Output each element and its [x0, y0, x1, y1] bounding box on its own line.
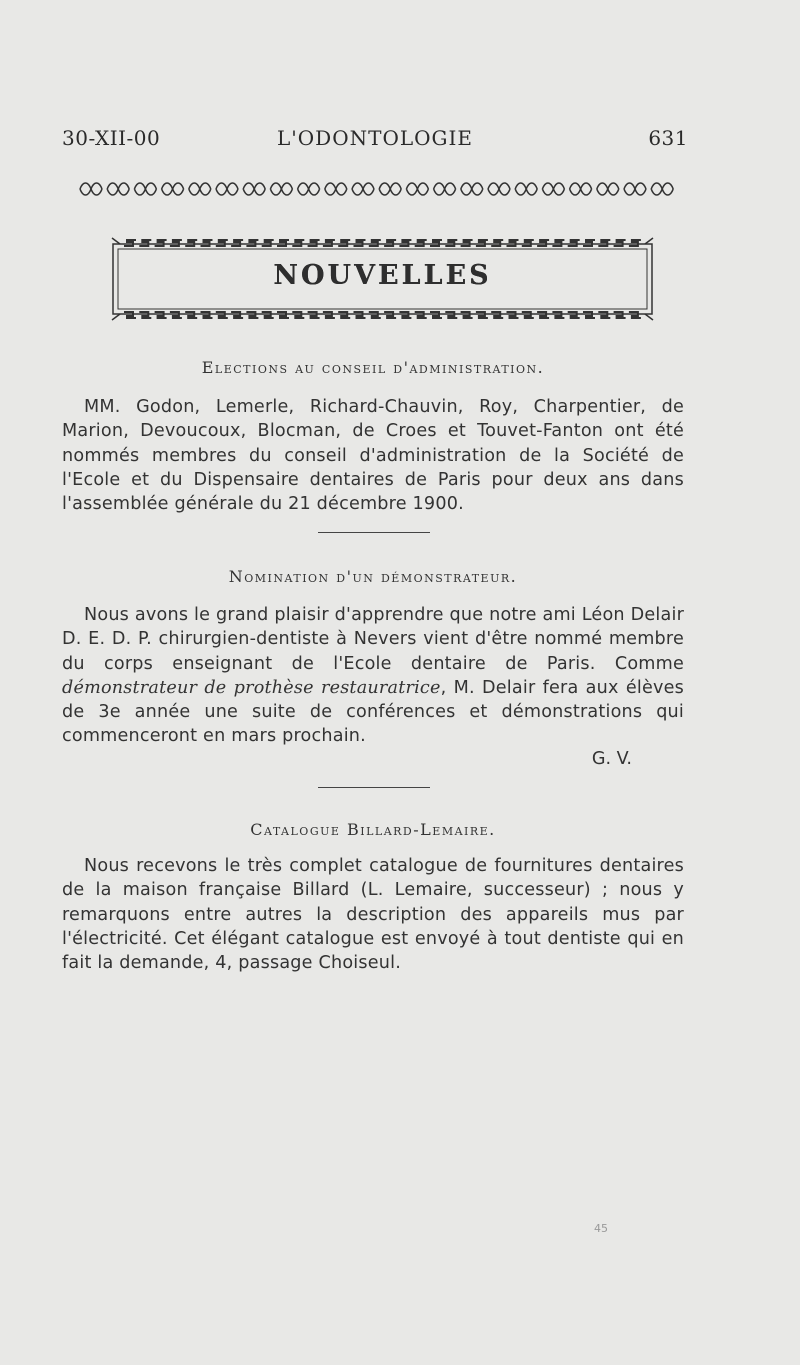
section-paragraph-elections	[62, 395, 684, 516]
section-paragraph-nomination	[62, 603, 684, 749]
key-segment	[537, 312, 549, 318]
page-number: 631	[648, 126, 688, 150]
key-segment	[568, 312, 580, 318]
running-head	[62, 126, 688, 156]
ornament-link	[515, 183, 537, 195]
ornament-link	[624, 183, 646, 195]
key-segment	[308, 312, 320, 318]
key-segment	[170, 312, 182, 318]
ornament-link	[270, 183, 292, 195]
key-segment	[415, 240, 427, 246]
key-segment	[139, 240, 151, 246]
key-segment	[277, 240, 289, 246]
italic-title: démonstrateur de prothèse restauratrice	[62, 677, 441, 698]
divider-rule	[318, 787, 430, 788]
key-segment	[231, 312, 243, 318]
ornament-link	[461, 183, 483, 195]
key-segment	[216, 240, 228, 246]
paragraph-text: , M. Delair fera aux élèves de 3e année une suite de conférences et démonstrations qui commenceront en mars prochain.	[62, 677, 684, 747]
key-segment	[583, 240, 595, 246]
key-segment	[384, 240, 396, 246]
key-segment	[124, 312, 136, 318]
section-banner	[110, 232, 655, 324]
key-segment	[614, 240, 626, 246]
ornament-link	[298, 183, 320, 195]
ornament-link	[406, 183, 428, 195]
ornament-link	[216, 183, 238, 195]
ornament-link	[379, 183, 401, 195]
key-segment	[629, 312, 641, 318]
section-heading-catalogue: Catalogue Billard-Lemaire.	[250, 820, 496, 839]
key-segment	[399, 312, 411, 318]
ornament-chain	[78, 178, 678, 200]
key-segment	[445, 240, 457, 246]
ornament-link	[134, 183, 156, 195]
ornament-link	[80, 183, 102, 195]
key-segment	[522, 240, 534, 246]
ornament-link	[352, 183, 374, 195]
key-segment	[338, 312, 350, 318]
key-segment	[598, 312, 610, 318]
key-segment	[476, 240, 488, 246]
ornament-link	[434, 183, 456, 195]
key-segment	[155, 312, 167, 318]
key-segment	[522, 312, 534, 318]
key-segment	[629, 240, 641, 246]
key-segment	[476, 312, 488, 318]
section-heading-elections: Elections au conseil d'administration.	[201, 358, 545, 377]
key-segment	[338, 240, 350, 246]
ornament-link	[488, 183, 510, 195]
key-segment	[323, 312, 335, 318]
ornament-link	[570, 183, 592, 195]
key-segment	[461, 240, 473, 246]
journal-title: L'ODONTOLOGIE	[277, 126, 473, 150]
key-segment	[308, 240, 320, 246]
section-paragraph-catalogue	[62, 854, 684, 975]
ornament-link	[162, 183, 184, 195]
ornament-link	[325, 183, 347, 195]
key-segment	[231, 240, 243, 246]
key-segment	[201, 312, 213, 318]
key-segment	[491, 240, 503, 246]
key-segment	[185, 240, 197, 246]
key-segment	[369, 240, 381, 246]
key-segment	[583, 312, 595, 318]
key-segment	[139, 312, 151, 318]
signature-mark: 45	[594, 1222, 608, 1235]
key-segment	[155, 240, 167, 246]
key-segment	[216, 312, 228, 318]
key-segment	[552, 240, 564, 246]
key-segment	[461, 312, 473, 318]
key-segment	[430, 312, 442, 318]
key-segment	[246, 312, 258, 318]
key-segment	[399, 240, 411, 246]
key-segment	[292, 240, 304, 246]
key-segment	[552, 312, 564, 318]
key-segment	[262, 240, 274, 246]
key-segment	[354, 240, 366, 246]
banner-title: NOUVELLES	[273, 260, 492, 291]
key-segment	[507, 240, 519, 246]
signature: G. V.	[591, 749, 632, 769]
ornament-link	[189, 183, 211, 195]
paragraph-text: Nous recevons le très complet catalogue de fournitures dentaires de la maison française Billard (L. Lemaire, successeur) ; nous y remarquons entre autres la description des appareils mus par l'électricité. Cet élégant catalogue est envoyé à tout dentiste qui en fait la demande, 4, passage Choiseul.	[62, 856, 684, 974]
key-segment	[507, 312, 519, 318]
key-segment	[262, 312, 274, 318]
key-segment	[491, 312, 503, 318]
ornament-link	[243, 183, 265, 195]
key-segment	[445, 312, 457, 318]
section-heading-nomination: Nomination d'un démonstrateur.	[228, 567, 518, 586]
key-segment	[170, 240, 182, 246]
key-segment	[185, 312, 197, 318]
key-segment	[246, 240, 258, 246]
paragraph-text: MM. Godon, Lemerle, Richard-Chauvin, Roy, Charpentier, de Marion, Devoucoux, Blocman, de Croes et Touvet-Fanton ont été nommés membres du conseil d'administration de la Société de l'Ecole et du Dispensaire dentaires de Paris pour deux ans dans l'assemblée générale du 21 décembre 1900.	[62, 397, 684, 515]
ornament-link	[597, 183, 619, 195]
issue-date: 30-XII-00	[62, 126, 161, 150]
key-segment	[277, 312, 289, 318]
key-segment	[323, 240, 335, 246]
key-segment	[415, 312, 427, 318]
key-segment	[598, 240, 610, 246]
ornament-link	[542, 183, 564, 195]
key-segment	[384, 312, 396, 318]
divider-rule	[318, 532, 430, 533]
key-segment	[124, 240, 136, 246]
ornament-link	[651, 183, 673, 195]
key-segment	[537, 240, 549, 246]
key-segment	[568, 240, 580, 246]
key-segment	[354, 312, 366, 318]
ornament-link	[107, 183, 129, 195]
key-segment	[614, 312, 626, 318]
key-segment	[369, 312, 381, 318]
key-segment	[430, 240, 442, 246]
key-segment	[292, 312, 304, 318]
paragraph-text: Nous avons le grand plaisir d'apprendre que notre ami Léon Delair D. E. D. P. chirurgien-dentiste à Nevers vient d'être nommé membre du corps enseignant de l'Ecole dentaire de Paris. Comme	[62, 605, 684, 674]
key-segment	[201, 240, 213, 246]
